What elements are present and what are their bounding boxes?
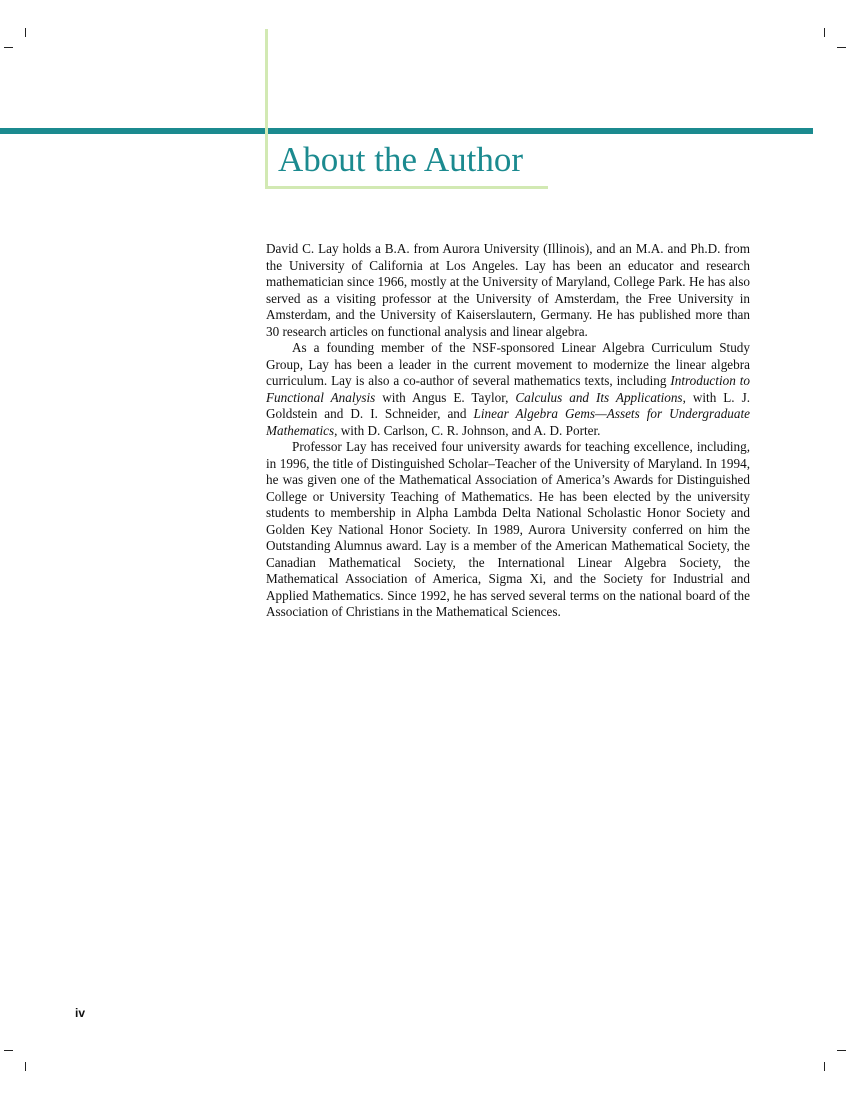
bio-paragraph-2-part-4: , with D. Carlson, C. R. Johnson, and A. D. Porter.: [334, 422, 601, 438]
crop-mark-bottom-right-h: [837, 1050, 846, 1051]
book-title-calculus-applications: Calculus and Its Applications: [515, 389, 683, 405]
header-green-vertical-rule: [265, 29, 268, 188]
crop-mark-top-left-v: [25, 28, 26, 37]
book-title-linear-algebra-gems: Linear Algebra Gems—Assets for Undergraduate Mathematics: [266, 406, 750, 438]
crop-mark-top-right-v: [824, 28, 825, 37]
book-title-functional-analysis: Introduction to Functional Analysis: [266, 373, 750, 405]
title-green-underline: [265, 186, 548, 189]
crop-mark-top-left-h: [4, 47, 13, 48]
bio-paragraph-2: [266, 340, 750, 439]
crop-mark-bottom-left-h: [4, 1050, 13, 1051]
bio-paragraph-2-part-1: As a founding member of the NSF-sponsored Linear Algebra Curriculum Study Group, Lay has been a leader in the current movement to modernize the linear algebra curriculum. Lay is also a co-author of several mathematics texts, including: [266, 340, 750, 388]
page-number: iv: [75, 1006, 86, 1020]
bio-paragraph-1: David C. Lay holds a B.A. from Aurora University (Illinois), and an M.A. and Ph.D. from the University of California at Los Angeles. Lay has been an educator and research mathematician since 1966, mostly at the University of Maryland, College Park. He has also served as a visiting professor at the University of Amsterdam, the Free University in Amsterdam, and the University of Kaiserslautern, Germany. He has published more than 30 research articles on functional analysis and linear algebra.: [266, 241, 750, 339]
bio-paragraph-3: Professor Lay has received four university awards for teaching excellence, including, in 1996, the title of Distinguished Scholar–Teacher of the University of Maryland. In 1994, he was given one of the Mathematical Association of America’s Awards for Distinguished College or University Teaching of Mathematics. He has been elected by the university students to membership in Alpha Lambda Delta National Scholastic Honor Society and Golden Key National Honor Society. In 1989, Aurora University conferred on him the Outstanding Alumnus award. Lay is a member of the American Mathematical Society, the Canadian Mathematical Society, the International Linear Algebra Society, the Mathematical Association of America, Sigma Xi, and the Society for Industrial and Applied Mathematics. Since 1992, he has served several terms on the national board of the Association of Christians in the Mathematical Sciences.: [266, 439, 750, 619]
page-title: About the Author: [278, 140, 523, 179]
crop-mark-bottom-left-v: [25, 1062, 26, 1071]
author-biography: [266, 241, 750, 621]
header-teal-rule: [0, 128, 813, 134]
crop-mark-bottom-right-v: [824, 1062, 825, 1071]
bio-paragraph-2-part-3: , with L. J. Goldstein and D. I. Schneider, and: [266, 389, 750, 421]
bio-paragraph-2-part-2: with Angus E. Taylor,: [375, 389, 516, 405]
crop-mark-top-right-h: [837, 47, 846, 48]
